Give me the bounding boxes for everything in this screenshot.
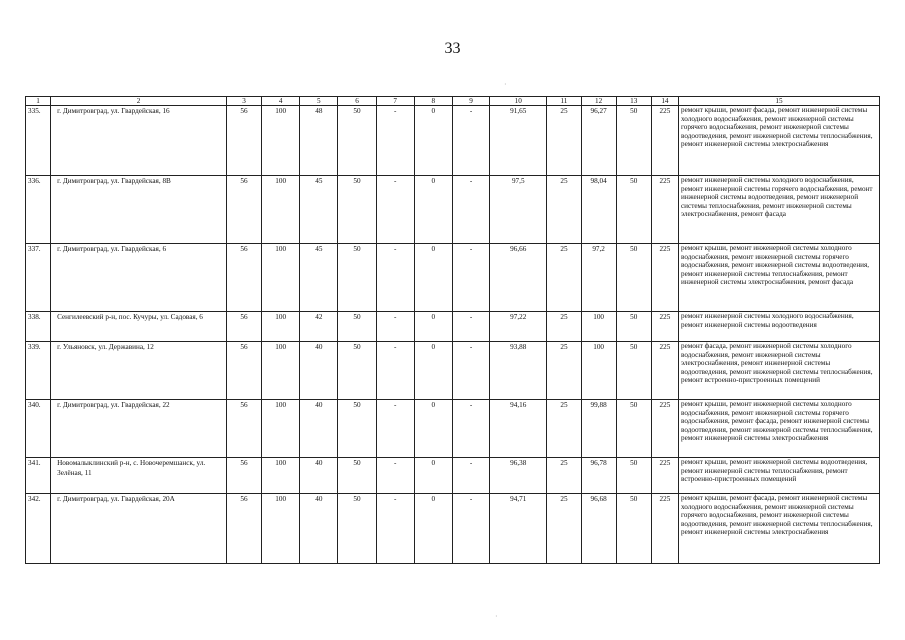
- cell-c4: 100: [262, 244, 300, 312]
- column-header: 7: [376, 97, 414, 106]
- cell-c5: 40: [300, 458, 338, 494]
- cell-address: г. Димитровград, ул. Гвардейская, 22: [51, 400, 227, 458]
- cell-c13: 50: [616, 400, 651, 458]
- cell-c3: 56: [226, 106, 261, 176]
- cell-c7: -: [376, 342, 414, 400]
- cell-works: ремонт крыши, ремонт инженерной системы холодного водоснабжения, ремонт инженерной системы горячего водоснабжения, ремонт инженерной системы водоотведения, ремонт инженерной системы теплоснабжения, ремонт инженерной системы электроснабжения, ремонт фасада: [678, 244, 879, 312]
- cell-c5: 40: [300, 342, 338, 400]
- cell-works: ремонт крыши, ремонт инженерной системы холодного водоснабжения, ремонт инженерной системы горячего водоснабжения, ремонт фасада, ремонт инженерной системы водоотведения, ремонт инженерной системы теплоснабжения, ремонт инженерной системы электроснабжения: [678, 400, 879, 458]
- table-row: [26, 342, 880, 400]
- cell-c10: 91,65: [490, 106, 547, 176]
- cell-c9: -: [452, 400, 489, 458]
- cell-c7: -: [376, 312, 414, 342]
- cell-c14: 225: [651, 458, 678, 494]
- cell-c14: 225: [651, 342, 678, 400]
- cell-c10: 94,16: [490, 400, 547, 458]
- cell-num: 340.: [26, 400, 51, 458]
- cell-c13: 50: [616, 312, 651, 342]
- cell-c12: 96,78: [581, 458, 616, 494]
- cell-c3: 56: [226, 176, 261, 244]
- cell-c6: 50: [338, 176, 376, 244]
- cell-c5: 45: [300, 244, 338, 312]
- cell-c4: 100: [262, 342, 300, 400]
- cell-c8: 0: [414, 312, 452, 342]
- cell-num: 342.: [26, 494, 51, 564]
- table-row: [26, 312, 880, 342]
- cell-c8: 0: [414, 106, 452, 176]
- cell-c9: -: [452, 244, 489, 312]
- cell-c9: -: [452, 312, 489, 342]
- cell-c6: 50: [338, 106, 376, 176]
- cell-c4: 100: [262, 106, 300, 176]
- cell-c10: 97,22: [490, 312, 547, 342]
- cell-c13: 50: [616, 342, 651, 400]
- cell-c5: 45: [300, 176, 338, 244]
- cell-c13: 50: [616, 458, 651, 494]
- cell-address: г. Ульяновск, ул. Державина, 12: [51, 342, 227, 400]
- cell-c11: 25: [547, 106, 581, 176]
- cell-address: г. Димитровград, ул. Гвардейская, 20А: [51, 494, 227, 564]
- column-header: 11: [547, 97, 581, 106]
- cell-c11: 25: [547, 458, 581, 494]
- column-header: 6: [338, 97, 376, 106]
- cell-c8: 0: [414, 342, 452, 400]
- cell-c7: -: [376, 244, 414, 312]
- cell-c3: 56: [226, 312, 261, 342]
- cell-works: ремонт фасада, ремонт инженерной системы холодного водоснабжения, ремонт инженерной системы электроснабжения, ремонт инженерной системы водоотведения, ремонт инженерной системы теплоснабжения, ремонт встроенно-пристроенных помещений: [678, 342, 879, 400]
- cell-c14: 225: [651, 312, 678, 342]
- cell-c6: 50: [338, 342, 376, 400]
- cell-c14: 225: [651, 106, 678, 176]
- cell-c11: 25: [547, 176, 581, 244]
- cell-c8: 0: [414, 176, 452, 244]
- column-header: 5: [300, 97, 338, 106]
- cell-c12: 96,68: [581, 494, 616, 564]
- column-header: 10: [490, 97, 547, 106]
- cell-c13: 50: [616, 244, 651, 312]
- cell-c8: 0: [414, 400, 452, 458]
- cell-num: 341.: [26, 458, 51, 494]
- cell-c5: 40: [300, 400, 338, 458]
- column-header: 4: [262, 97, 300, 106]
- cell-address: Сенгилеевский р-н, пос. Кучуры, ул. Садовая, 6: [51, 312, 227, 342]
- cell-c8: 0: [414, 494, 452, 564]
- cell-address: Новомалыклинский р-н, с. Новочеремшанск, ул. Зелёная, 11: [51, 458, 227, 494]
- cell-c7: -: [376, 458, 414, 494]
- cell-works: ремонт инженерной системы холодного водоснабжения, ремонт инженерной системы водоотведения: [678, 312, 879, 342]
- cell-c14: 225: [651, 494, 678, 564]
- cell-works: ремонт крыши, ремонт фасада, ремонт инженерной системы холодного водоснабжения, ремонт инженерной системы горячего водоснабжения, ремонт инженерной системы водоотведения, ремонт инженерной системы теплоснабжения, ремонт инженерной системы электроснабжения: [678, 106, 879, 176]
- cell-c7: -: [376, 494, 414, 564]
- cell-works: ремонт инженерной системы холодного водоснабжения, ремонт инженерной системы горячего водоснабжения, ремонт инженерной системы водоотведения, ремонт инженерной системы теплоснабжения, ремонт инженерной системы электроснабжения, ремонт фасада: [678, 176, 879, 244]
- cell-c5: 42: [300, 312, 338, 342]
- cell-c9: -: [452, 176, 489, 244]
- column-header: 15: [678, 97, 879, 106]
- cell-c6: 50: [338, 244, 376, 312]
- table-row: [26, 400, 880, 458]
- cell-c12: 96,27: [581, 106, 616, 176]
- cell-address: г. Димитровград, ул. Гвардейская, 8В: [51, 176, 227, 244]
- column-header: 3: [226, 97, 261, 106]
- cell-num: 337.: [26, 244, 51, 312]
- cell-c12: 97,2: [581, 244, 616, 312]
- cell-num: 338.: [26, 312, 51, 342]
- cell-c7: -: [376, 400, 414, 458]
- cell-c11: 25: [547, 400, 581, 458]
- table-row: [26, 106, 880, 176]
- cell-c12: 100: [581, 342, 616, 400]
- cell-c7: -: [376, 176, 414, 244]
- cell-c10: 97,5: [490, 176, 547, 244]
- cell-c11: 25: [547, 312, 581, 342]
- cell-c6: 50: [338, 458, 376, 494]
- table-row: [26, 176, 880, 244]
- cell-c11: 25: [547, 342, 581, 400]
- cell-c6: 50: [338, 494, 376, 564]
- cell-c4: 100: [262, 400, 300, 458]
- cell-c6: 50: [338, 400, 376, 458]
- cell-works: ремонт крыши, ремонт фасада, ремонт инженерной системы холодного водоснабжения, ремонт инженерной системы горячего водоснабжения, ремонт инженерной системы водоотведения, ремонт инженерной системы теплоснабжения, ремонт инженерной системы электроснабжения: [678, 494, 879, 564]
- scan-mark: ·: [504, 80, 507, 89]
- cell-c9: -: [452, 494, 489, 564]
- cell-c12: 98,04: [581, 176, 616, 244]
- cell-c3: 56: [226, 244, 261, 312]
- cell-c10: 93,88: [490, 342, 547, 400]
- cell-c14: 225: [651, 400, 678, 458]
- cell-works: ремонт крыши, ремонт инженерной системы водоотведения, ремонт инженерной системы теплоснабжения, ремонт встроенно-пристроенных помещений: [678, 458, 879, 494]
- header-row: [26, 97, 880, 106]
- cell-num: 339.: [26, 342, 51, 400]
- cell-c6: 50: [338, 312, 376, 342]
- cell-c12: 100: [581, 312, 616, 342]
- cell-c3: 56: [226, 400, 261, 458]
- cell-c8: 0: [414, 458, 452, 494]
- column-header: 13: [616, 97, 651, 106]
- cell-c4: 100: [262, 312, 300, 342]
- scan-mark: ·: [495, 612, 498, 621]
- column-header: 12: [581, 97, 616, 106]
- cell-c3: 56: [226, 494, 261, 564]
- cell-c13: 50: [616, 176, 651, 244]
- table-row: [26, 458, 880, 494]
- column-header: 9: [452, 97, 489, 106]
- cell-c10: 96,38: [490, 458, 547, 494]
- table-row: [26, 244, 880, 312]
- cell-address: г. Димитровград, ул. Гвардейская, 6: [51, 244, 227, 312]
- cell-c10: 94,71: [490, 494, 547, 564]
- cell-c5: 48: [300, 106, 338, 176]
- column-header: 2: [51, 97, 227, 106]
- cell-c10: 96,66: [490, 244, 547, 312]
- cell-c9: -: [452, 458, 489, 494]
- cell-c11: 25: [547, 244, 581, 312]
- column-header: 1: [26, 97, 51, 106]
- cell-address: г. Димитровград, ул. Гвардейская, 16: [51, 106, 227, 176]
- cell-c3: 56: [226, 342, 261, 400]
- cell-num: 336.: [26, 176, 51, 244]
- cell-c5: 40: [300, 494, 338, 564]
- column-header: 8: [414, 97, 452, 106]
- page-number: 33: [444, 40, 461, 57]
- cell-c14: 225: [651, 244, 678, 312]
- cell-c12: 99,88: [581, 400, 616, 458]
- cell-c4: 100: [262, 458, 300, 494]
- cell-c13: 50: [616, 106, 651, 176]
- cell-c4: 100: [262, 494, 300, 564]
- cell-c4: 100: [262, 176, 300, 244]
- cell-c7: -: [376, 106, 414, 176]
- cell-c9: -: [452, 106, 489, 176]
- cell-c8: 0: [414, 244, 452, 312]
- table-row: [26, 494, 880, 564]
- cell-c3: 56: [226, 458, 261, 494]
- repair-program-table: [25, 96, 880, 564]
- cell-num: 335.: [26, 106, 51, 176]
- cell-c13: 50: [616, 494, 651, 564]
- cell-c9: -: [452, 342, 489, 400]
- cell-c11: 25: [547, 494, 581, 564]
- cell-c14: 225: [651, 176, 678, 244]
- column-header: 14: [651, 97, 678, 106]
